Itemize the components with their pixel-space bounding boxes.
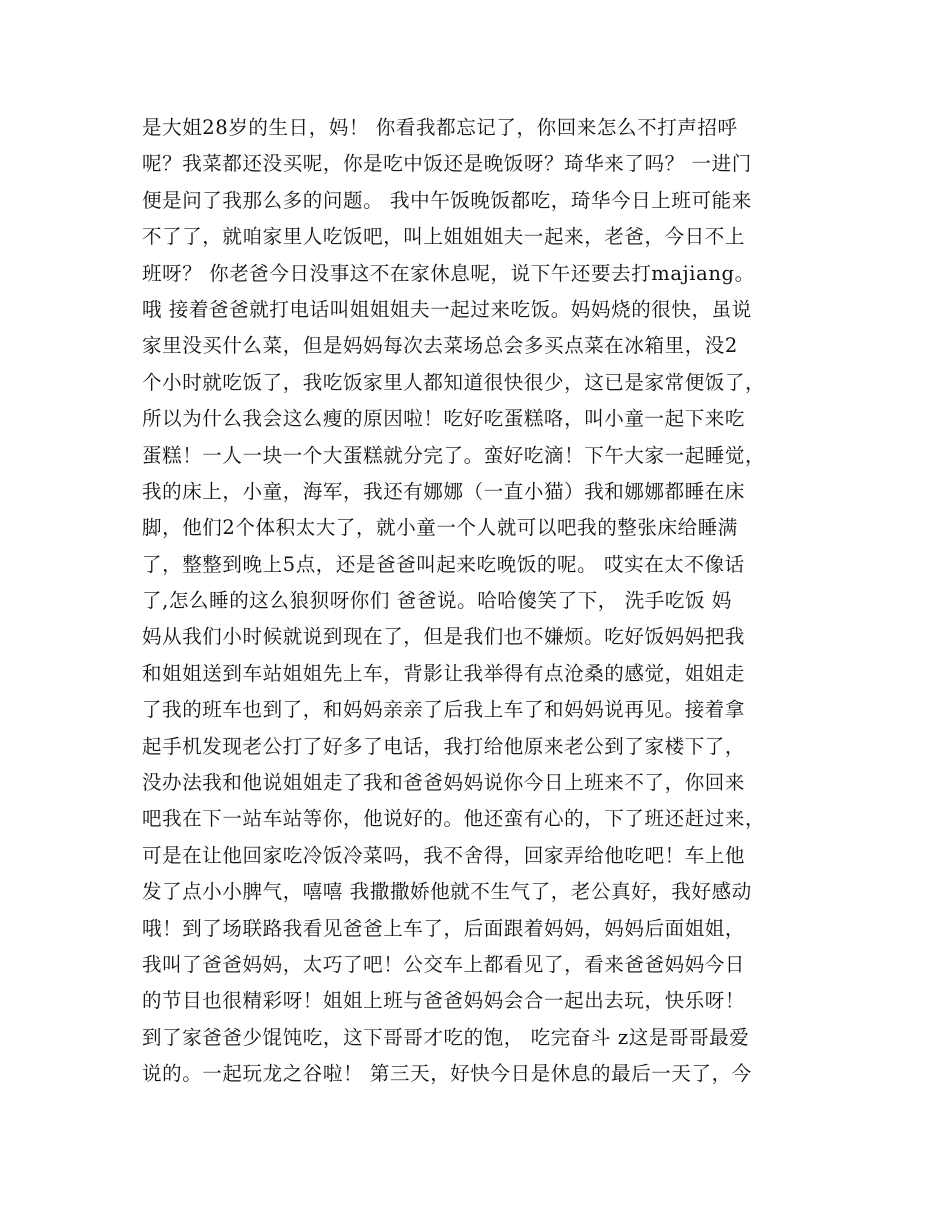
text-line: 便是问了我那么多的问题。 我中午饭晚饭都吃，琦华今日上班可能来 bbox=[142, 188, 752, 212]
text-line: 妈从我们小时候就说到现在了，但是我们也不嫌烦。吃好饭妈妈把我 bbox=[142, 625, 746, 649]
text-line: 起手机发现老公打了好多了电话，我打给他原来老公到了家楼下了， bbox=[142, 734, 746, 758]
text-line: 呢？我菜都还没买呢，你是吃中饭还是晚饭呀？琦华来了吗？ 一进门 bbox=[142, 152, 752, 176]
text-line: 到了家爸爸少馄饨吃，这下哥哥才吃的饱， 吃完奋斗 z这是哥哥最爱 bbox=[142, 1025, 750, 1049]
text-line: 说的。一起玩龙之谷啦！ 第三天，好快今日是休息的最后一天了，今 bbox=[142, 1062, 752, 1086]
text-line: 没办法我和他说姐姐走了我和爸爸妈妈说你今日上班来不了，你回来 bbox=[142, 771, 746, 795]
text-line: 哦 接着爸爸就打电话叫姐姐姐夫一起过来吃饭。妈妈烧的很快，虽说 bbox=[142, 297, 752, 321]
text-line: 班呀？ 你老爸今日没事这不在家休息呢，说下午还要去打majiang。 bbox=[142, 261, 755, 285]
text-line: 不了了，就咱家里人吃饭吧，叫上姐姐姐夫一起来，老爸，今日不上 bbox=[142, 225, 746, 249]
text-line: 和姐姐送到车站姐姐先上车，背影让我举得有点沧桑的感觉，姐姐走 bbox=[142, 661, 746, 685]
text-line: 脚，他们2个体积太大了，就小童一个人就可以吧我的整张床给睡满 bbox=[142, 516, 738, 540]
text-line: 了我的班车也到了，和妈妈亲亲了后我上车了和妈妈说再见。接着拿 bbox=[142, 698, 746, 722]
text-line: 所以为什么我会这么瘦的原因啦！吃好吃蛋糕咯，叫小童一起下来吃 bbox=[142, 407, 746, 431]
text-line: 吧我在下一站车站等你，他说好的。他还蛮有心的，下了班还赶过来， bbox=[142, 807, 766, 831]
text-line: 我的床上，小童，海军，我还有娜娜（一直小猫）我和娜娜都睡在床 bbox=[142, 479, 746, 503]
text-line: 的节目也很精彩呀！姐姐上班与爸爸妈妈会合一起出去玩，快乐呀！ bbox=[142, 989, 746, 1013]
text-line: 我叫了爸爸妈妈，太巧了吧！公交车上都看见了，看来爸爸妈妈今日 bbox=[142, 952, 746, 976]
text-line: 家里没买什么菜，但是妈妈每次去菜场总会多买点菜在冰箱里，没2 bbox=[142, 334, 738, 358]
text-line: 了，整整到晚上5点，还是爸爸叫起来吃晚饭的呢。 哎实在太不像话 bbox=[142, 552, 745, 576]
text-line: 可是在让他回家吃冷饭冷菜吗，我不舍得，回家弄给他吃吧！车上他 bbox=[142, 843, 746, 867]
body-text bbox=[142, 110, 812, 1093]
text-line: 哦！到了场联路我看见爸爸上车了，后面跟着妈妈，妈妈后面姐姐， bbox=[142, 916, 746, 940]
text-line: 了,怎么睡的这么狼狈呀你们 爸爸说。哈哈傻笑了下， 洗手吃饭 妈 bbox=[142, 589, 732, 613]
text-line: 是大姐28岁的生日，妈！ 你看我都忘记了，你回来怎么不打声招呼 bbox=[142, 116, 738, 139]
text-line: 个小时就吃饭了，我吃饭家里人都知道很快很少，这已是家常便饭了， bbox=[142, 370, 766, 394]
text-line: 发了点小小脾气，嘻嘻 我撒撒娇他就不生气了，老公真好，我好感动 bbox=[142, 880, 752, 904]
text-line: 蛋糕！一人一块一个大蛋糕就分完了。蛮好吃滴！下午大家一起睡觉， bbox=[142, 443, 766, 467]
